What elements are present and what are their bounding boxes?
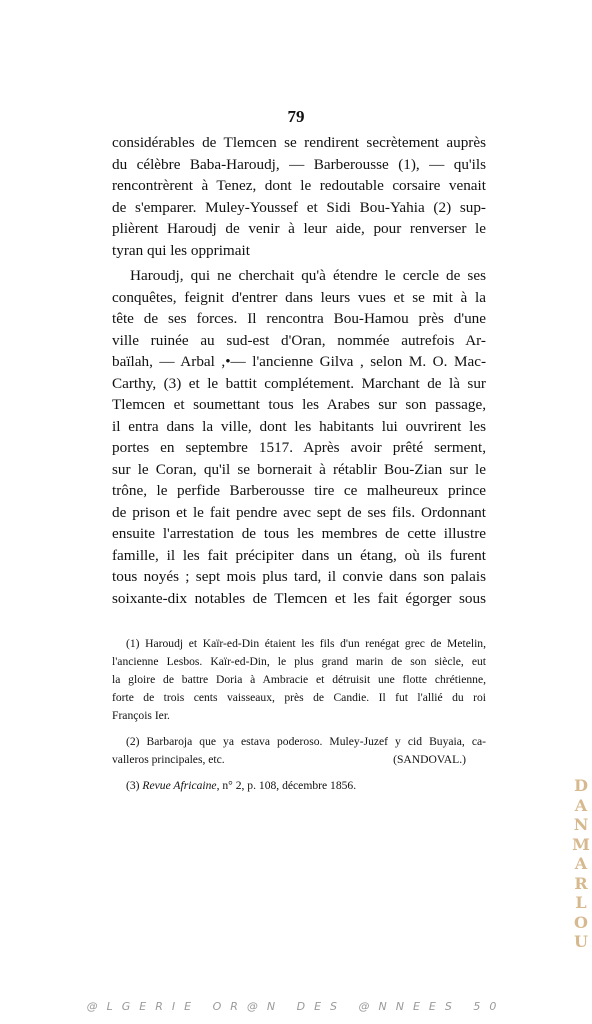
body-line: rencontrèrent à Tenez, dont le redoutable corsaire venait — [112, 177, 486, 194]
footnote-line: forte de trois cents vaisseaux, près de Candie. Il fut l'allié du roi — [112, 691, 486, 704]
body-line: Haroudj, qui ne cherchait qu'à étendre le cercle de ses — [130, 267, 486, 284]
footnote-number: (3) — [126, 779, 143, 792]
footnote-line — [112, 777, 486, 795]
body-line: ensuite l'arrestation de tous les membres de cette illustre — [112, 525, 486, 542]
body-line: ville ruinée au sud-est d'Oran, nommée autrefois Ar- — [112, 331, 486, 349]
footer-watermark: @LGERIE OR@N DES @NNEES 50 — [86, 1000, 506, 1013]
footnote-line: François Ier. — [112, 709, 170, 722]
body-line: considérables de Tlemcen se rendirent secrètement auprès — [112, 134, 486, 151]
footnote-2 — [112, 733, 486, 769]
body-line: Tlemcen et soumettant tous les Arabes sur son passage, — [112, 396, 486, 413]
footnote-text: , n° 2, p. 108, décembre 1856. — [216, 779, 357, 792]
body-line: soixante-dix notables de Tlemcen et les fait égorger sous — [112, 589, 486, 607]
body-line: de prison et le fait pendre avec sept de ses fils. Ordonnant — [112, 503, 486, 521]
body-line: tête de ses forces. Il rencontra Bou-Hamou près d'une — [112, 310, 486, 327]
body-line: du célèbre Baba-Haroudj, — Barberousse (1), — qu'ils — [112, 155, 486, 173]
body-line: sur le Coran, qu'il se bornerait à rétablir Bou-Zian sur le — [112, 460, 486, 478]
body-line: tous noyés ; sept mois plus tard, il convie dans son palais — [112, 568, 486, 585]
footnote-journal-title: Revue Africaine — [142, 779, 217, 792]
body-text — [112, 132, 486, 609]
footnote-text: valleros principales, etc. — [112, 753, 225, 766]
body-line: famille, il les fait précipiter dans un étang, où ils furent — [112, 546, 486, 564]
footnote-line — [112, 751, 486, 769]
footnote-citation: (SANDOVAL.) — [393, 753, 466, 766]
body-line: de s'emparer. Muley-Youssef et Sidi Bou-Yahia (2) sup- — [112, 198, 486, 216]
body-line: baïlah, — Arbal ,•— l'ancienne Gilva , selon M. O. Mac- — [112, 353, 486, 370]
body-line: tyran qui les opprimait — [112, 241, 250, 259]
body-line: trône, le perfide Barberousse tire ce malheureux prince — [112, 482, 486, 499]
footnote-line: (2) Barbaroja que ya estava poderoso. Muley-Juzef y cid Buyaia, ca- — [126, 735, 486, 748]
footnotes — [112, 635, 486, 795]
footnote-line: la gloire de battre Doria à Ambracie et détruisit une flotte chrétienne, — [112, 673, 486, 686]
page-number: 79 — [287, 107, 305, 126]
body-line: plièrent Haroudj de venir à leur aide, pour renverser le — [112, 220, 486, 237]
footnote-line: l'ancienne Lesbos. Kaïr-ed-Din, le plus grand marin de son siècle, eut — [112, 655, 486, 668]
side-watermark: DANMARLOU — [572, 776, 590, 951]
body-line: Carthy, (3) et le battit complétement. Marchant de là sur — [112, 374, 486, 392]
body-line: portes en septembre 1517. Après avoir prêté serment, — [112, 439, 486, 456]
body-line: conquêtes, feignit d'entrer dans leurs vues et se mit à la — [112, 288, 486, 306]
footnote-1 — [112, 635, 486, 725]
footnote-line: (1) Haroudj et Kaïr-ed-Din étaient les fils d'un renégat grec de Metelin, — [126, 637, 486, 650]
footnote-3 — [112, 777, 486, 795]
body-line: il entra dans la ville, dont les habitants lui ouvrirent les — [112, 417, 486, 435]
